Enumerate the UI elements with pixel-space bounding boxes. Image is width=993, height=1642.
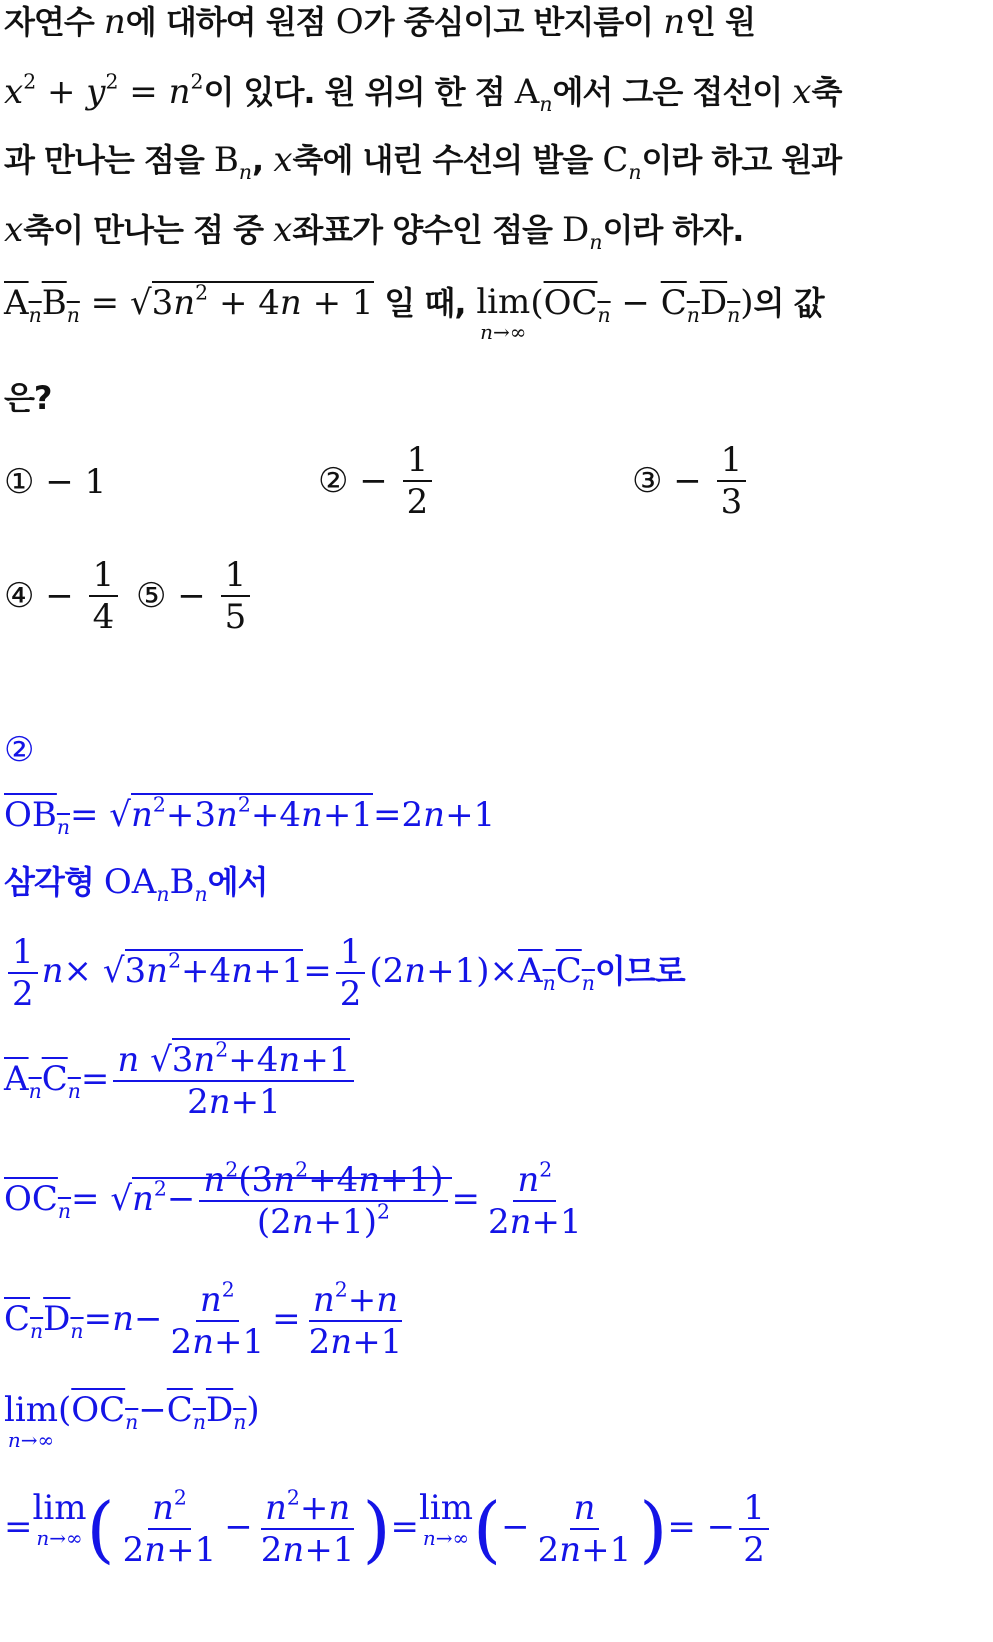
problem-text: 이라 하고 원과 [641, 141, 842, 179]
problem-text: 자연수 [4, 3, 104, 41]
circle-equation: $x^2 + y^2 = n^2$ [4, 69, 204, 112]
choice-3[interactable]: ③ − $\frac{1}{3}$ [632, 440, 750, 522]
problem-line-1 [4, 2, 755, 42]
choice-4[interactable]: ④ − $\frac{1}{4}$ [4, 555, 122, 637]
problem-text: 에 대하여 원점 [125, 3, 336, 41]
point-Bn: $B_n$ [213, 140, 253, 185]
problem-text: 은? [4, 379, 52, 417]
choice-2[interactable]: ② − $\frac{1}{2}$ [318, 440, 436, 522]
point-Cn: $C_n$ [602, 140, 642, 185]
var-x: x [792, 72, 812, 112]
problem-text: 인 원 [685, 3, 756, 41]
problem-text: 축이 만나는 점 중 [23, 211, 274, 249]
limit-operator: lim n→∞ [476, 282, 531, 344]
problem-line-3 [4, 140, 842, 185]
choice-1[interactable]: ① − 1 [4, 462, 107, 502]
solution-step-5: $OC_n= √n^2-$ $\frac{n^2(3n^2+4n+1)}{(2n+1)^2}$ = $\frac{n^2}{2n+1}$ [4, 1157, 582, 1242]
solution-step-7: lim n→∞ $(OC_n-C_nD_n)$ [4, 1390, 260, 1452]
limit-expression: $(OC_n - C_nD_n)$ [530, 283, 754, 328]
problem-line-2 [4, 69, 842, 117]
problem-line-5: $A_nB_n = √3n^2 + 4n + 1$ 일 때, lim n→∞ $(OC_n - C_nD_n)$의 값 [4, 280, 824, 344]
problem-text: 이라 하자. [602, 211, 744, 249]
var-n: n [663, 2, 686, 42]
var-x: x [273, 210, 293, 250]
point-An: $A_n$ [514, 72, 553, 117]
problem-text: 축 [811, 73, 842, 111]
solution-step-6: $C_nD_n=n-$ $\frac{n^2}{2n+1}$ = $\frac{n^2+n}{2n+1}$ [4, 1277, 403, 1362]
problem-text: 축에 내린 수선의 발을 [292, 141, 603, 179]
solution-step-8: = lim n→∞ ( $\frac{n^2}{2n+1}$ − $\frac{n^2+n}{2n+1}$ )= lim n→∞ (− $\frac{n}{2n+1}$ )= − $\frac{1}{2}$ [4, 1488, 773, 1570]
problem-text: , [252, 141, 274, 179]
problem-text: 이 있다. 원 위의 한 점 [203, 73, 515, 111]
problem-line-6 [4, 378, 51, 418]
problem-text: 의 값 [753, 284, 824, 322]
problem-line-4 [4, 210, 744, 255]
choice-5[interactable]: ⑤ − $\frac{1}{5}$ [136, 555, 254, 637]
solution-step-3: $\frac{1}{2}$ $n\times √3n^2+4n+1=$ $\frac{1}{2}$ $(2n+1)\times A_nC_n$이므로 [4, 932, 685, 1014]
answer-mark: ② [4, 730, 35, 770]
problem-text: 좌표가 양수인 점을 [292, 211, 563, 249]
var-n: n [103, 2, 126, 42]
problem-text: 일 때, [384, 284, 466, 322]
problem-text: 에서 그은 접선이 [552, 73, 793, 111]
solution-step-2: 삼각형 $OA_nB_n$에서 [4, 862, 268, 907]
solution-step-4: $A_nC_n=$ $\frac{n √3n^2+4n+1}{2n+1}$ [4, 1040, 358, 1122]
var-x: x [273, 140, 293, 180]
segment-AnBn: $A_nB_n$ [4, 283, 80, 328]
problem-text: 과 만나는 점을 [4, 141, 214, 179]
problem-text: 가 중심이고 반지름이 [363, 3, 664, 41]
point-O: O [335, 2, 364, 42]
solution-step-1: $OB_n= √n^2+3n^2+4n+1=2n+1$ [4, 792, 496, 840]
var-x: x [4, 210, 24, 250]
point-Dn: $D_n$ [562, 210, 603, 255]
